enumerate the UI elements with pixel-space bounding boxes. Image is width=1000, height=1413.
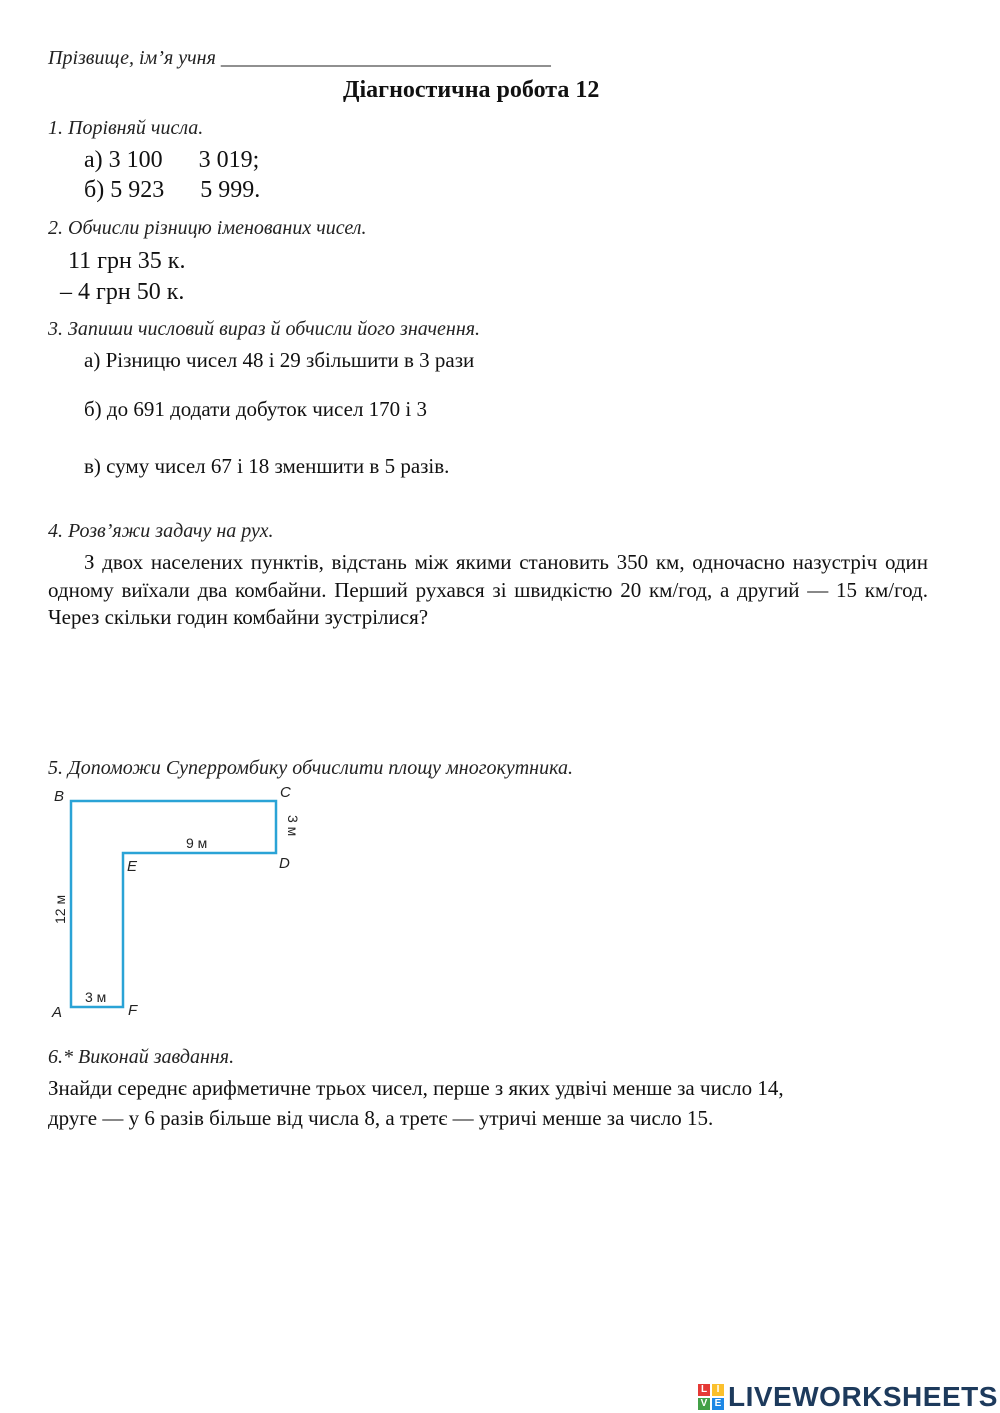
task3-heading: 3. Запиши числовий вираз й обчисли його значення. (48, 318, 481, 340)
label-af: 3 м (85, 989, 107, 1005)
task3-item-c: в) суму чисел 67 і 18 зменшити в 5 разів. (84, 454, 450, 478)
task6-line1: Знайди середнє арифметичне трьох чисел, перше з яких удвічі менше за число 14, (48, 1076, 784, 1100)
label-ab: 12 м (52, 894, 68, 924)
vertex-C: C (280, 784, 291, 801)
polygon-figure (40, 780, 320, 1025)
task4-problem-text: З двох населених пунктів, відстань між якими становить 350 км, одночасно назустріч один одному виїхали два комбайни. Перший рухався зі швидкістю 20 км/год, а другий — 15 км/год. Через скільки годин комбайни зустрілися? (48, 550, 928, 629)
student-name-label: Прізвище, ім’я учня _________________________________ (48, 47, 551, 69)
task3-item-b: б) до 691 додати добуток чисел 170 і 3 (84, 397, 428, 421)
vertex-D: D (279, 855, 290, 872)
polygon-outline (71, 801, 276, 1007)
task3-item-a: а) Різницю чисел 48 і 29 збільшити в 3 рази (84, 348, 475, 372)
task1-heading: 1. Порівняй числа. (48, 117, 204, 139)
label-ed: 9 м (186, 835, 208, 851)
task2-line2: – 4 грн 50 к. (60, 279, 185, 305)
logo-letter-i: I (712, 1384, 724, 1396)
vertex-A: A (52, 1004, 63, 1021)
vertex-B: B (54, 788, 65, 805)
task2-heading: 2. Обчисли різницю іменованих чисел. (48, 217, 367, 239)
student-name-blank[interactable]: _________________________________ (220, 47, 551, 69)
task1-item-b: б) 5 923 5 999. (84, 177, 261, 203)
task2-line1: 11 грн 35 к. (68, 248, 186, 274)
task6-line2: друге — у 6 разів більше від числа 8, а третє — утричі менше за число 15. (48, 1106, 714, 1130)
vertex-E: E (127, 858, 138, 875)
label-cd: 3 м (285, 815, 301, 837)
task6-heading: 6.* Виконай завдання. (48, 1046, 235, 1068)
logo-text: LIVEWORKSHEETS (728, 1381, 998, 1412)
logo-squares-icon (698, 1384, 724, 1410)
logo-letter-e: E (712, 1398, 724, 1410)
logo-letter-v: V (698, 1398, 710, 1410)
vertex-F: F (128, 1002, 138, 1019)
logo-letter-l: L (698, 1384, 710, 1396)
task1-item-a: а) 3 100 3 019; (84, 147, 260, 173)
task4-heading: 4. Розв’яжи задачу на рух. (48, 520, 274, 542)
task5-heading: 5. Допоможи Суперромбику обчислити площу многокутника. (48, 757, 573, 779)
page-title: Діагностична робота 12 (343, 77, 600, 103)
liveworksheets-logo[interactable] (698, 1381, 998, 1413)
